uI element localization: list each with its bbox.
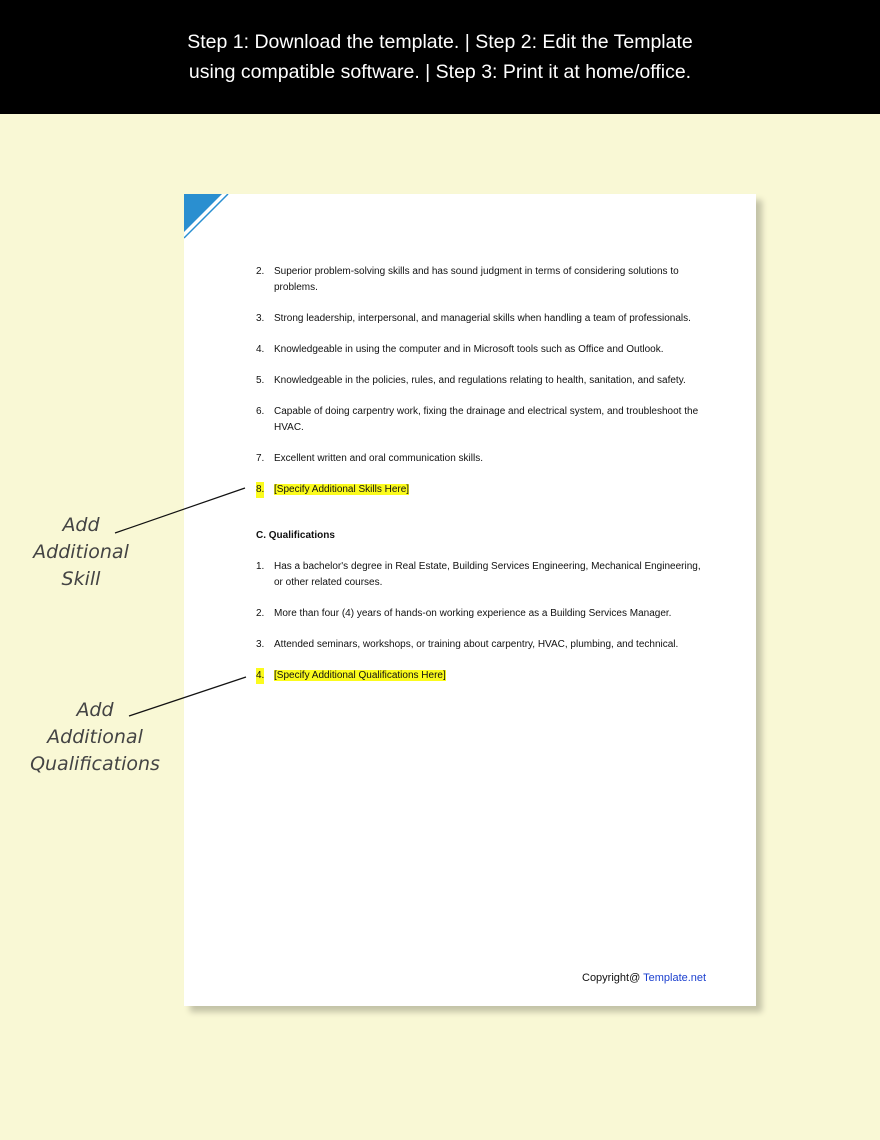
qualifications-pointer-line	[129, 677, 246, 716]
skill-pointer-line	[115, 488, 245, 533]
list-item: 3. Attended seminars, workshops, or training about carpentry, HVAC, plumbing, and technical.	[256, 639, 679, 650]
callout-add-skill: Add Additional Skill	[33, 514, 129, 590]
list-item: 5. Knowledgeable in the policies, rules, and regulations relating to health, sanitation, and safety.	[256, 375, 686, 386]
list-item: 6. Capable of doing carpentry work, fixing the drainage and electrical system, and troubleshoot the HVAC.	[256, 406, 699, 433]
callout-add-qualifications: Add Additional Qualifications	[30, 699, 160, 775]
list-item: 7. Excellent written and oral communication skills.	[256, 453, 483, 464]
list-item: 2. Superior problem-solving skills and has sound judgment in terms of considering solutions to problems.	[256, 266, 679, 293]
copyright-text: Copyright@ Template.net	[582, 972, 707, 984]
list-item: 4. Knowledgeable in using the computer and in Microsoft tools such as Office and Outlook.	[256, 344, 664, 355]
banner-line-1: Step 1: Download the template. | Step 2: Edit the Template	[187, 31, 693, 53]
additional-qualification-placeholder[interactable]: 4. [Specify Additional Qualifications Here]	[256, 668, 711, 684]
list-item: 2. More than four (4) years of hands-on working experience as a Building Services Manager.	[256, 608, 672, 619]
banner-line-2: using compatible software. | Step 3: Print it at home/office.	[188, 61, 692, 83]
list-item: 3. Strong leadership, interpersonal, and managerial skills when handling a team of professionals.	[256, 313, 691, 324]
qualifications-heading: C. Qualifications	[256, 530, 335, 541]
list-item: 1. Has a bachelor's degree in Real Estate, Building Services Engineering, Mechanical Engineering, or other related courses.	[256, 561, 701, 588]
additional-skill-placeholder[interactable]: 8. [Specify Additional Skills Here]	[256, 482, 711, 498]
template-net-link[interactable]: Template.net	[643, 972, 707, 984]
